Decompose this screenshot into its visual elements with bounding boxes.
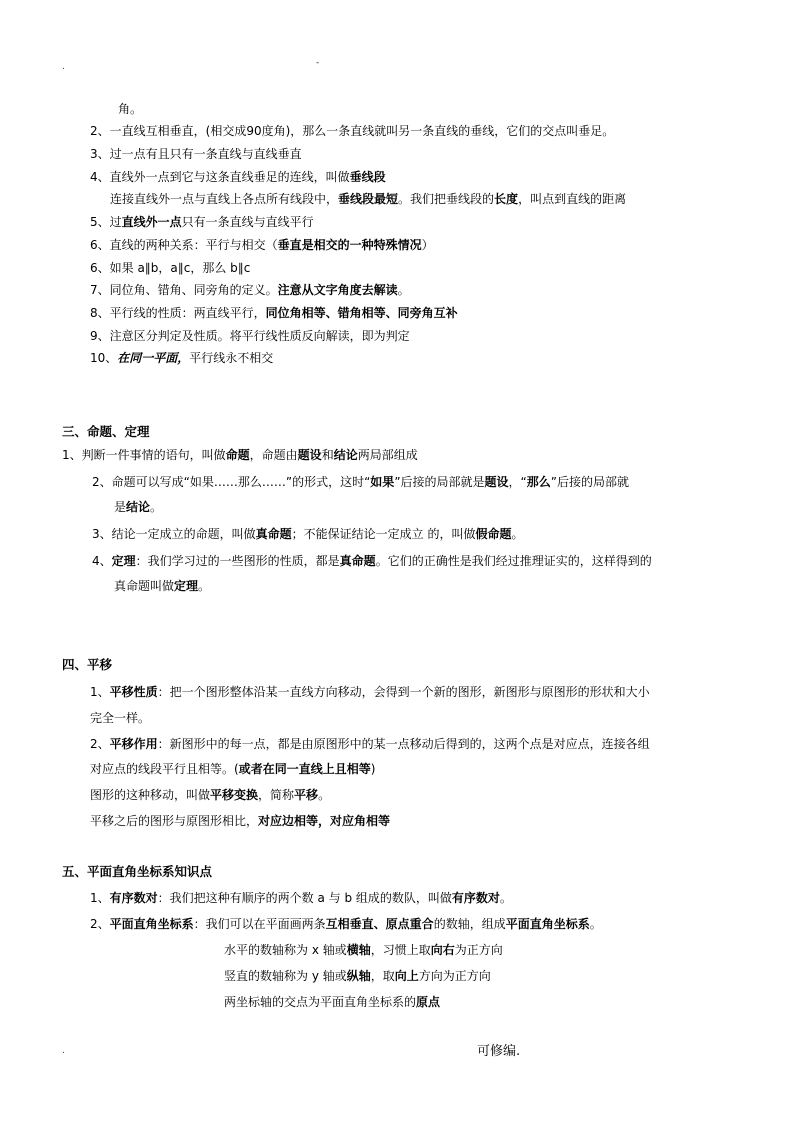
- s3-line-2b: 是结论。: [114, 500, 163, 514]
- s5-line-1: 1、有序数对：我们把这种有顺序的两个数 a 与 b 组成的数队，叫做有序数对。: [90, 891, 512, 905]
- s5-title: 五、平面直角坐标系知识点: [62, 864, 213, 879]
- s4-line-3: 图形的这种移动，叫做平移变换，简称平移。: [90, 788, 331, 802]
- s2-line-8: 7、同位角、错角、同旁角的定义。注意从文字角度去解读。: [90, 283, 410, 297]
- s2-line-11: 10、在同一平面，平行线永不相交: [90, 351, 274, 365]
- s3-line-4b: 真命题叫做定理。: [114, 579, 211, 593]
- s3-line-4: 4、定理：我们学习过的一些图形的性质，都是真命题。它们的正确性是我们经过推理证实的，这样得到的: [92, 554, 652, 568]
- s5-line-4: 竖直的数轴称为 y 轴或纵轴，取向上方向为正方向: [224, 969, 491, 983]
- s2-line-5: 5、过直线外一点只有一条直线与直线平行: [90, 215, 314, 229]
- s3-line-1: 1、判断一件事情的语句，叫做命题，命题由题设和结论两局部组成: [62, 448, 418, 462]
- s3-line-3: 3、结论一定成立的命题，叫做真命题；不能保证结论一定成立 的，叫做假命题。: [92, 527, 524, 541]
- s2-line-9: 8、平行线的性质：两直线平行，同位角相等、错角相等、同旁角互补: [90, 306, 458, 320]
- footer-left-mark: .: [62, 1046, 65, 1056]
- footer-text: 可修编.: [477, 1044, 521, 1059]
- s5-line-3: 水平的数轴称为 x 轴或横轴，习惯上取向右为正方向: [224, 943, 503, 957]
- s3-line-2: 2、命题可以写成“如果……那么……”的形式，这时“如果”后接的局部就是题设，“那么”后接的局部就: [92, 475, 629, 489]
- header-right-mark: -: [316, 58, 320, 68]
- s4-line-1: 1、平移性质：把一个图形整体沿某一直线方向移动，会得到一个新的图形，新图形与原图形的形状和大小: [90, 685, 650, 699]
- s4-title: 四、平移: [62, 657, 113, 672]
- s2-line-0: 角。: [118, 102, 143, 116]
- header-left-mark: .: [62, 62, 65, 72]
- s3-title: 三、命题、定理: [62, 424, 150, 439]
- s2-line-3: 4、直线外一点到它与这条直线垂足的连线，叫做垂线段: [90, 170, 386, 184]
- s2-line-4: 连接直线外一点与直线上各点所有线段中，垂线段最短。我们把垂线段的长度，叫点到直线的距离: [110, 192, 627, 206]
- s2-line-2: 3、过一点有且只有一条直线与直线垂直: [90, 147, 302, 161]
- s4-line-4: 平移之后的图形与原图形相比，对应边相等，对应角相等: [90, 814, 391, 828]
- s4-line-2: 2、平移作用：新图形中的每一点，都是由原图形中的某一点移动后得到的，这两个点是对应点，连接各组: [90, 737, 650, 751]
- s5-line-5: 两坐标轴的交点为平面直角坐标系的原点: [224, 995, 441, 1009]
- s4-line-2b: 对应点的线段平行且相等。(或者在同一直线上且相等): [90, 762, 376, 776]
- s2-line-1: 2、一直线互相垂直，(相交成90度角)，那么一条直线就叫另一条直线的垂线，它们的交点叫垂足。: [90, 124, 615, 138]
- s4-line-1b: 完全一样。: [90, 711, 151, 725]
- s2-line-6: 6、直线的两种关系：平行与相交（垂直是相交的一种特殊情况）: [90, 238, 434, 252]
- s2-line-7: 6、如果 a∥b，a∥c，那么 b∥c: [90, 261, 251, 275]
- s5-line-2: 2、平面直角坐标系：我们可以在平面画两条互相垂直、原点重合的数轴，组成平面直角坐标系。: [90, 917, 602, 931]
- s2-line-10: 9、注意区分判定及性质。将平行线性质反向解读，即为判定: [90, 329, 410, 343]
